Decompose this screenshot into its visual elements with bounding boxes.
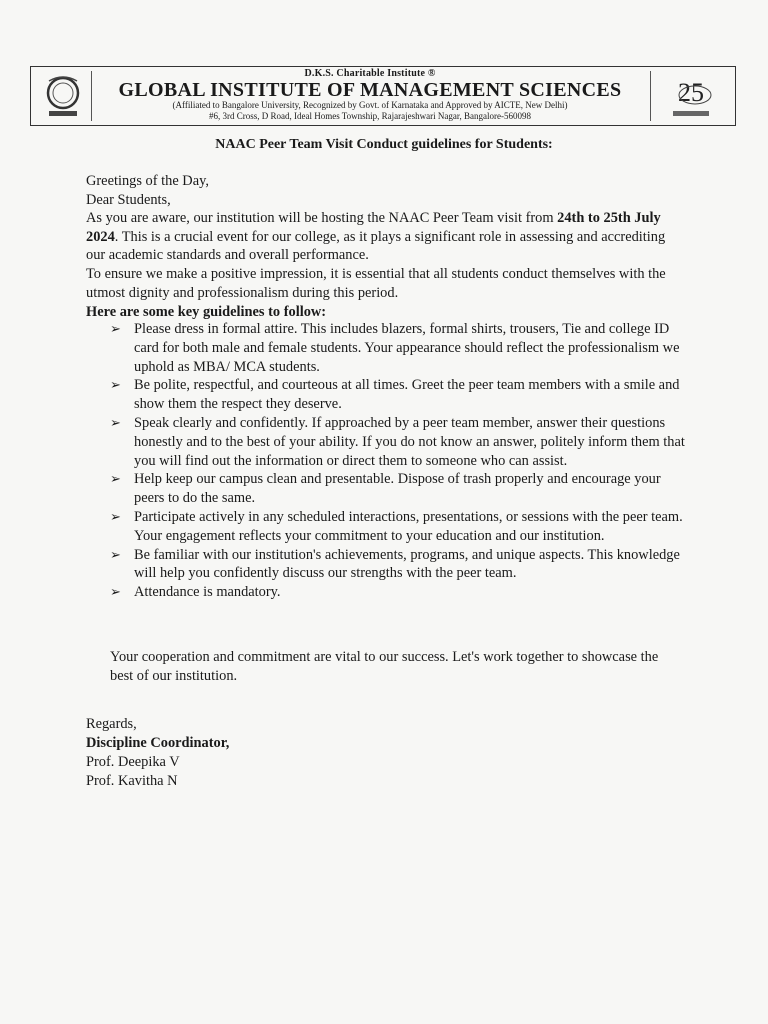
- list-item: ➢ Help keep our campus clean and presentable. Dispose of trash properly and encourage your peers to do the same.: [110, 471, 661, 507]
- greeting: Greetings of the Day,: [86, 173, 209, 189]
- list-item: ➢ Participate actively in any scheduled interactions, presentations, or sessions with the peer team. Your engagement reflects your commitment to your education and our institution.: [110, 508, 683, 544]
- regards: Regards,: [86, 716, 137, 732]
- arrow-bullet-icon: ➢: [110, 414, 121, 430]
- list-item: ➢ Attendance is mandatory.: [110, 584, 281, 601]
- arrow-bullet-icon: ➢: [110, 471, 121, 487]
- signatory-role: Discipline Coordinator,: [86, 735, 230, 751]
- arrow-bullet-icon: ➢: [110, 546, 121, 562]
- guidelines-list: [108, 320, 688, 602]
- arrow-bullet-icon: ➢: [110, 377, 121, 393]
- anniversary-logo: [650, 71, 731, 121]
- intro-paragraph: As you are aware, our institution will be hosting the NAAC Peer Team visit from 24th to 25th July 2024. This is a crucial event for our college, as it plays a significant role in assessing and accrediting our academic standards and overall performance.: [86, 210, 666, 264]
- arrow-bullet-icon: ➢: [110, 321, 121, 336]
- closing-paragraph: Your cooperation and commitment are vital to our success. Let's work together to showcase the best of our institution.: [110, 649, 659, 684]
- institute-name: GLOBAL INSTITUTE OF MANAGEMENT SCIENCES: [118, 79, 622, 101]
- salutation: Dear Students,: [86, 191, 171, 208]
- trust-name: D.K.S. Charitable Institute ®: [304, 68, 436, 79]
- address-line: #6, 3rd Cross, D Road, Ideal Homes Township, Rajarajeshwari Nagar, Bangalore-560098: [208, 111, 532, 121]
- guidelines-heading: Here are some key guidelines to follow:: [86, 304, 327, 320]
- signature-block: [86, 715, 229, 791]
- list-item: ➢ Be polite, respectful, and courteous at all times. Greet the peer team members with a smile and show them the respect they deserve.: [110, 377, 680, 413]
- arrow-bullet-icon: ➢: [110, 584, 121, 600]
- letterhead: [30, 66, 736, 126]
- document-title: NAAC Peer Team Visit Conduct guidelines for Students:: [215, 137, 553, 152]
- signatory-name-1: Prof. Deepika V: [86, 754, 180, 770]
- list-item: ➢ Speak clearly and confidently. If approached by a peer team member, answer their questions honestly and to the best of your ability. If you do not know an answer, politely inform them that you will find out the information or direct them to someone who can assist.: [110, 414, 685, 469]
- list-item: ➢ Please dress in formal attire. This includes blazers, formal shirts, trousers, Tie and college ID card for both male and female students. Your appearance should reflect the professionalism we uphold as MBA/ MCA students.: [110, 321, 680, 375]
- affiliation-line: (Affiliated to Bangalore University, Recognized by Govt. of Karnataka and Approved by AICTE, New Delhi): [172, 100, 568, 110]
- intro-paragraph-2: To ensure we make a positive impression, it is essential that all students conduct themselves with the utmost dignity and professionalism during this period.: [86, 265, 666, 301]
- intro-section: [86, 172, 686, 302]
- institute-logo: [35, 71, 92, 121]
- visit-dates: 24th to 25th July 2024: [86, 210, 661, 245]
- list-item: ➢ Be familiar with our institution's achievements, programs, and unique aspects. This knowledge will help you confidently discuss our strengths with the peer team.: [110, 546, 680, 582]
- anniversary-number: 25: [678, 78, 704, 107]
- arrow-bullet-icon: ➢: [110, 508, 121, 524]
- signatory-name-2: Prof. Kavitha N: [86, 773, 178, 789]
